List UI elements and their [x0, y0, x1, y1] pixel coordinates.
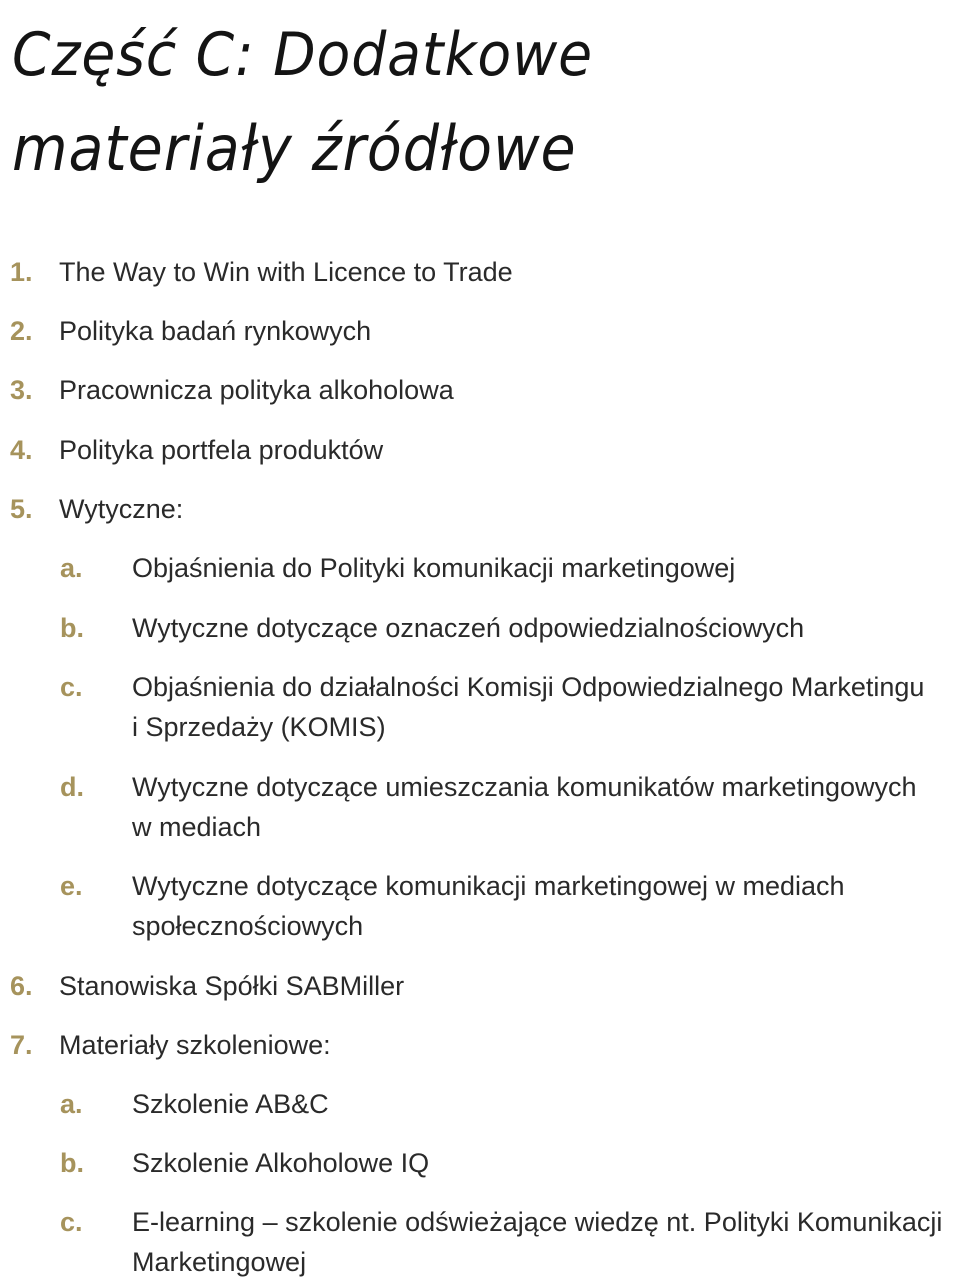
sub-list-item-letter: b. [60, 613, 84, 643]
sub-list-item-text: Wytyczne dotyczące oznaczeń odpowiedzialnościowych [132, 613, 805, 643]
sub-list-item-text: w mediach [132, 812, 262, 842]
list-item-number: 5. [10, 494, 33, 524]
list-item-number: 3. [10, 375, 33, 405]
list-item-number: 6. [10, 971, 33, 1001]
sub-list-item-letter: a. [60, 1089, 83, 1119]
sub-list-item-letter: e. [60, 871, 83, 901]
sub-list-item-letter: c. [60, 672, 83, 702]
sub-list-item-text: i Sprzedaży (KOMIS) [132, 712, 386, 742]
list-item-text: Polityka badań rynkowych [59, 316, 372, 346]
sub-list-item-text: Objaśnienia do Polityki komunikacji marketingowej [132, 553, 736, 583]
list-item-text: Pracownicza polityka alkoholowa [59, 375, 454, 405]
list-item-number: 4. [10, 435, 33, 465]
list-item-text: Materiały szkoleniowe: [59, 1030, 331, 1060]
list-item-text: Stanowiska Spółki SABMiller [59, 971, 405, 1001]
list-item-text: Wytyczne: [59, 494, 184, 524]
list-item-text: The Way to Win with Licence to Trade [59, 257, 513, 287]
sub-list-item-text: Szkolenie Alkoholowe IQ [132, 1148, 430, 1178]
list-item-number: 7. [10, 1030, 33, 1060]
page-title-line-2: materiały źródłowe [12, 112, 577, 185]
sub-list-item-text: Wytyczne dotyczące komunikacji marketingowej w mediach [132, 871, 845, 901]
sub-list-item-letter: c. [60, 1207, 83, 1237]
sub-list-item-letter: a. [60, 553, 83, 583]
sub-list-item-text: Szkolenie AB&C [132, 1089, 329, 1119]
sub-list-item-letter: b. [60, 1148, 84, 1178]
list-item-number: 1. [10, 257, 33, 287]
sub-list-item-text: Objaśnienia do działalności Komisji Odpowiedzialnego Marketingu [132, 672, 925, 702]
list-item-text: Polityka portfela produktów [59, 435, 384, 465]
sub-list-item-text: Wytyczne dotyczące umieszczania komunikatów marketingowych [132, 772, 917, 802]
page-title-line-1: Część C: Dodatkowe [12, 20, 594, 90]
sub-list-item-letter: d. [60, 772, 84, 802]
list-item-number: 2. [10, 316, 33, 346]
sub-list-item-text: Marketingowej [132, 1247, 307, 1277]
sub-list-item-text: społecznościowych [132, 911, 364, 941]
sub-list-item-text: E-learning – szkolenie odświeżające wiedzę nt. Polityki Komunikacji [132, 1207, 943, 1237]
